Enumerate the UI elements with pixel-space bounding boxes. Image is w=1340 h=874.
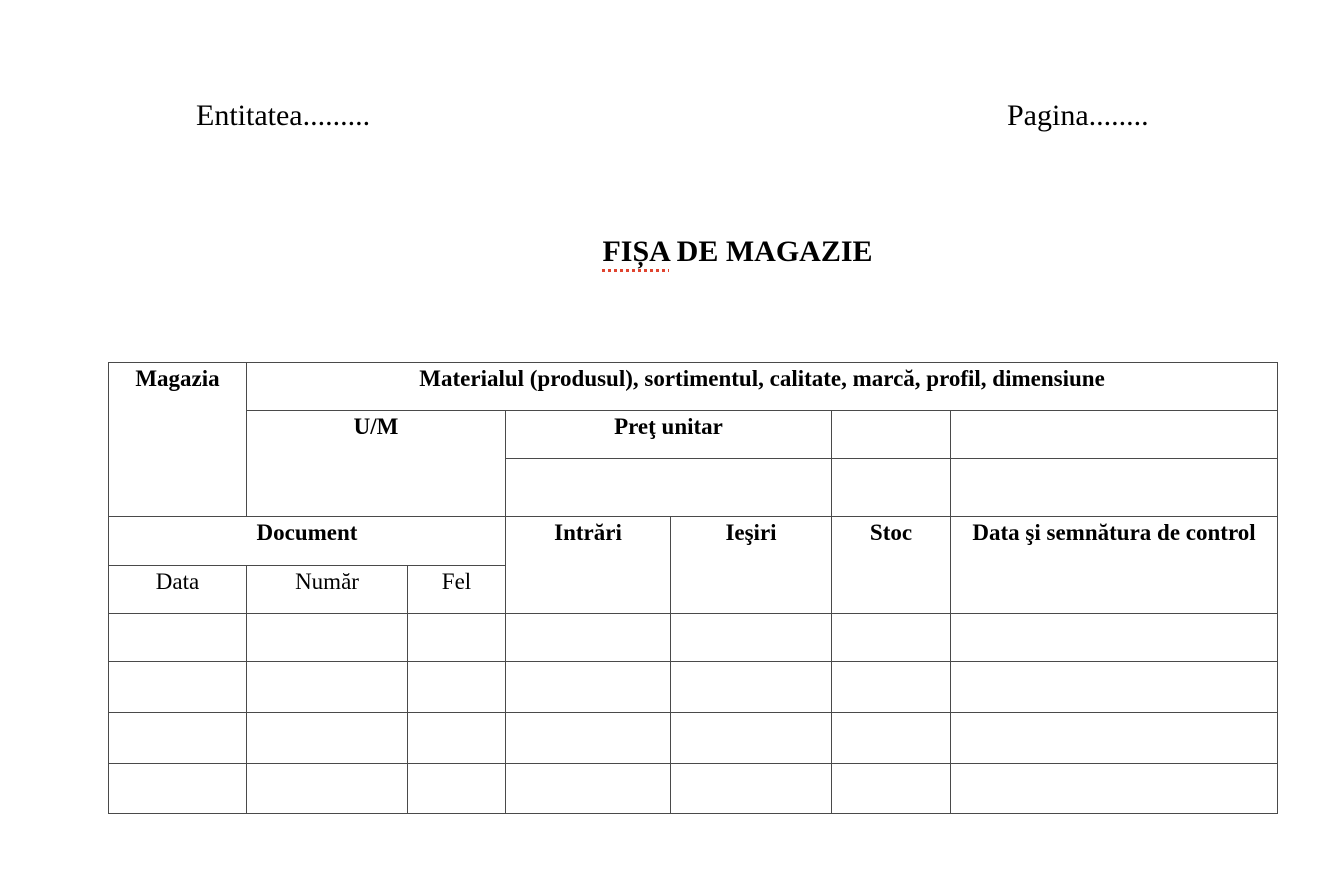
- table-row: [109, 764, 1278, 814]
- table-cell: [109, 764, 247, 814]
- table-cell: [671, 614, 832, 662]
- table-cell: [506, 614, 671, 662]
- table-cell: [506, 713, 671, 764]
- warehouse-sheet-table: [108, 362, 1278, 814]
- table-cell: [671, 764, 832, 814]
- doc-fel-header: Fel: [408, 566, 506, 614]
- table-row: [109, 713, 1278, 764]
- material-header: Materialul (produsul), sortimentul, calitate, marcă, profil, dimensiune: [247, 363, 1278, 411]
- data-semnatura-header: Data şi semnătura de control: [951, 517, 1278, 614]
- table-cell: [951, 713, 1278, 764]
- magazia-header: Magazia: [109, 363, 247, 517]
- pret-unitar-header: Preţ unitar: [506, 411, 832, 459]
- table-cell: [506, 764, 671, 814]
- table-cell: [951, 662, 1278, 713]
- empty-cell: [951, 411, 1278, 459]
- table-cell: [247, 662, 408, 713]
- intrari-header: Intrări: [506, 517, 671, 614]
- header-row-1: [109, 363, 1278, 411]
- table-cell: [951, 764, 1278, 814]
- table-row: [109, 614, 1278, 662]
- table-row: [109, 662, 1278, 713]
- title-word-fisa: FIȘA: [602, 235, 670, 268]
- header-row-4: [109, 517, 1278, 566]
- document-header: Document: [109, 517, 506, 566]
- empty-cell: [951, 459, 1278, 517]
- doc-data-header: Data: [109, 566, 247, 614]
- document-title: [0, 234, 1340, 270]
- table-cell: [671, 713, 832, 764]
- empty-cell: [832, 459, 951, 517]
- table-cell: [408, 713, 506, 764]
- table-cell: [109, 713, 247, 764]
- page-label: Pagina........: [1007, 99, 1149, 132]
- entity-label: Entitatea.........: [196, 99, 371, 132]
- table-cell: [109, 662, 247, 713]
- doc-numar-header: Număr: [247, 566, 408, 614]
- table-cell: [247, 713, 408, 764]
- title-rest: DE MAGAZIE: [669, 235, 873, 268]
- table-cell: [832, 662, 951, 713]
- pret-unitar-value-cell: [506, 459, 832, 517]
- table-cell: [247, 614, 408, 662]
- table-cell: [832, 713, 951, 764]
- table-cell: [832, 764, 951, 814]
- empty-cell: [832, 411, 951, 459]
- table-cell: [408, 764, 506, 814]
- table-cell: [247, 764, 408, 814]
- table-cell: [408, 662, 506, 713]
- table-cell: [109, 614, 247, 662]
- table-cell: [951, 614, 1278, 662]
- table-cell: [506, 662, 671, 713]
- table-cell: [408, 614, 506, 662]
- iesiri-header: Ieşiri: [671, 517, 832, 614]
- header-row-2: [109, 411, 1278, 459]
- um-header: U/M: [247, 411, 506, 517]
- table-cell: [832, 614, 951, 662]
- stoc-header: Stoc: [832, 517, 951, 614]
- table-cell: [671, 662, 832, 713]
